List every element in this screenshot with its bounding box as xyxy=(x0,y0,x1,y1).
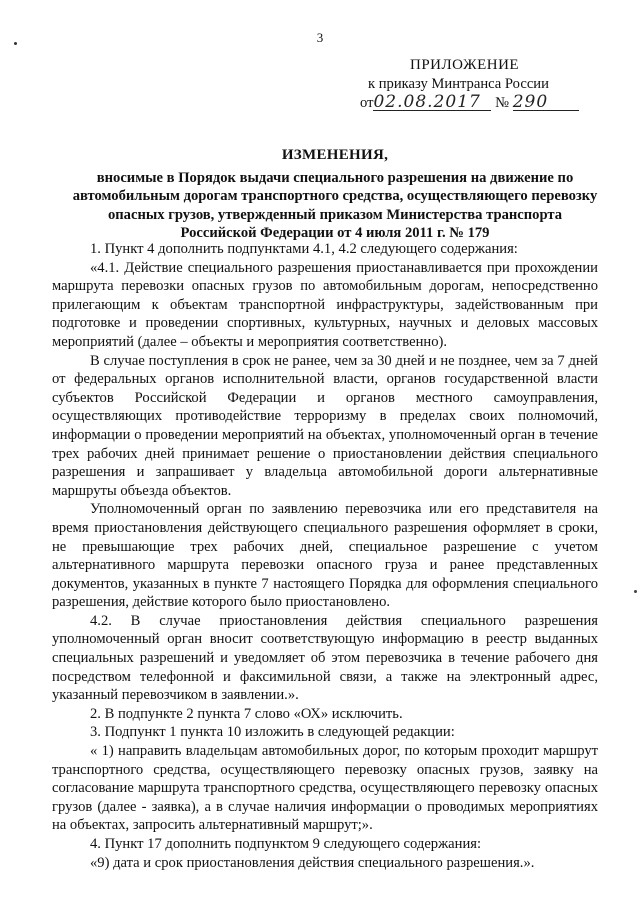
paragraph: Уполномоченный орган по заявлению перевозчика или его представителя на время приостановления действующего специального разрешения оформляет в сроки, не превышающие трех рабочих дней, специальное разрешение с учетом альтернативного маршрута перевозки опасного груза и ранее представленных документов, указанных в пункте 7 настоящего Порядка для оформления специального разрешения, действие которого было приостановлено. xyxy=(52,501,598,611)
appendix-date-line xyxy=(360,94,580,113)
document-title: ИЗМЕНЕНИЯ, xyxy=(281,147,389,163)
paragraph: В случае поступления в срок не ранее, чем за 30 дней и не позднее, чем за 7 дней от федеральных органов исполнительной власти, органов государственной власти субъектов Российской Федерации и органов местного самоуправления, осуществляющих противодействие терроризму в пределах своих полномочий, информации о проведении мероприятий на объектах, уполномоченный орган в течение трех рабочих дней принимает решение о приостановлении действия специального разрешения и запрашивает у владельца автомобильной дороги альтернативные маршруты объезда объектов. xyxy=(52,352,598,499)
paragraph: 1. Пункт 4 дополнить подпунктами 4.1, 4.2 следующего содержания: xyxy=(90,241,518,257)
handwritten-date: 02.08.2017 xyxy=(373,94,491,111)
appendix-block xyxy=(360,56,580,113)
paragraph: « 1) направить владельцам автомобильных дорог, по которым проходит маршрут транспортного средства, осуществляющего перевозку опасных грузов, заявку на согласование маршрута транспортного средства, осуществляющего перевозку опасных грузов (далее - заявка), а в случае наличия информации о проводимых мероприятиях на объектах, запросить альтернативный маршрут;». xyxy=(52,743,598,834)
handwritten-number: 290 xyxy=(513,94,579,111)
page-number: 3 xyxy=(316,30,324,45)
paragraph: «4.1. Действие специального разрешения приостанавливается при прохождении маршрута перевозки опасных грузов по автомобильным дорогам, непосредственно прилегающим к объектам транспортной инфраструктуры, задействованным при подготовке и проведении спортивных, культурных, научных и деловых массовых мероприятий (далее – объекты и мероприятия соответственно). xyxy=(52,259,598,350)
appendix-title: ПРИЛОЖЕНИЕ xyxy=(410,57,520,73)
scan-speck xyxy=(634,590,637,593)
document-body xyxy=(52,240,598,872)
paragraph: «9) дата и срок приостановления действия специального разрешения.». xyxy=(90,854,535,871)
paragraph: 4.2. В случае приостановления действия специального разрешения уполномоченный орган вносит соответствующую информацию в реестр выданных специальных разрешений и уведомляет об этом перевозчика в течение рабочего дня посредством телефонной и факсимильной связи, а также на электронный адрес, указанный перевозчиком в заявлении.». xyxy=(52,612,598,704)
paragraph: 4. Пункт 17 дополнить подпунктом 9 следующего содержания: xyxy=(90,836,482,852)
paragraph: 3. Подпункт 1 пункта 10 изложить в следующей редакции: xyxy=(90,724,455,741)
date-prefix: от xyxy=(360,95,374,111)
number-prefix: № xyxy=(495,95,510,111)
paragraph: 2. В подпункте 2 пункта 7 слово «ОХ» исключить. xyxy=(90,705,403,722)
document-subtitle: вносимые в Порядок выдачи специального разрешения на движение по автомобильным дорогам транспортного средства, осуществляющего перевозку опасных грузов, утвержденный приказом Министерства транспорта Российской Федерации от 4 июля 2011 г. № 179 xyxy=(72,169,598,242)
document-header xyxy=(70,146,600,243)
appendix-reference: к приказу Минтранса России xyxy=(368,76,549,92)
